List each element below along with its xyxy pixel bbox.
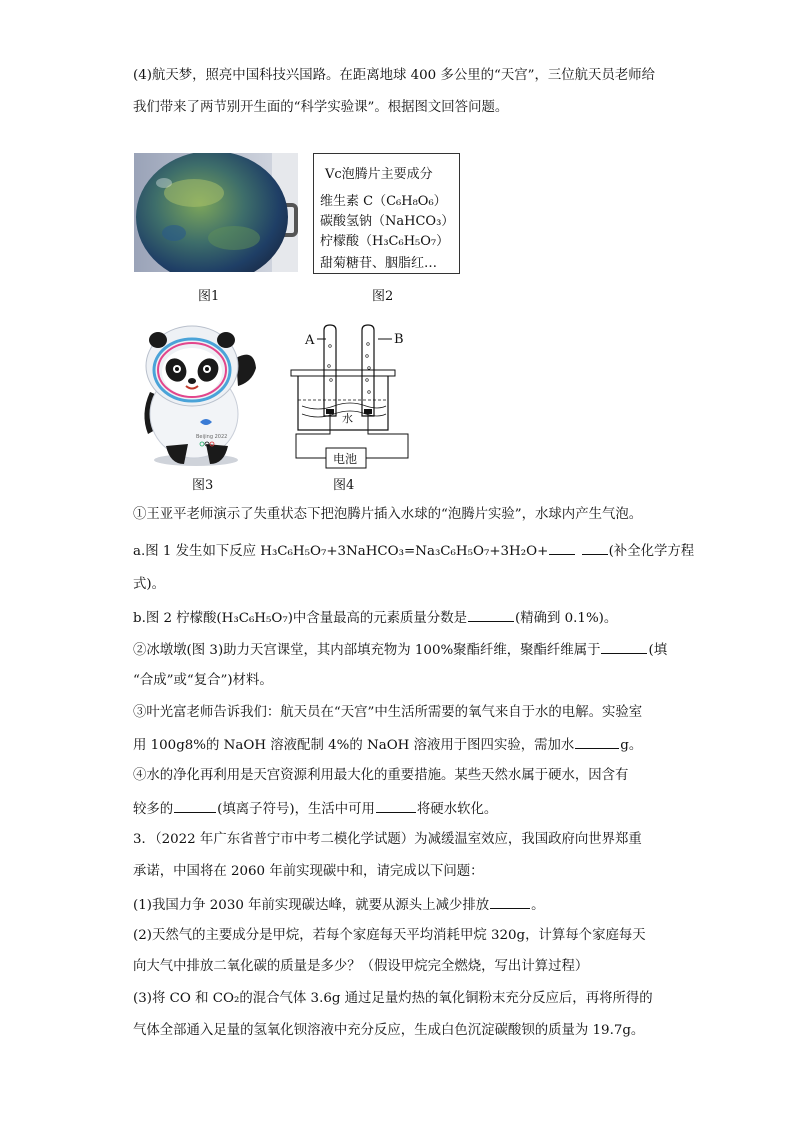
q3-sub2-line2: 向大气中排放二氧化碳的质量是多少？（假设甲烷完全燃烧，写出计算过程）: [133, 959, 589, 974]
panda-mascot-image: [132, 318, 260, 468]
answer-blank-a2[interactable]: [582, 540, 608, 555]
answer-blank-q3-1[interactable]: [490, 894, 530, 909]
q3-line1: 3．（2022 年广东省普宁市中考二模化学试题）为减缓温室效应，我国政府向世界郑重: [133, 832, 642, 847]
q3-sub3-line1: (3)将 CO 和 CO₂的混合气体 3.6g 通过足量灼热的氧化铜粉末充分反应后，再将所得的: [133, 991, 653, 1006]
water-ball-image: [134, 153, 298, 272]
figure-2-ingredient-box: [313, 153, 460, 274]
item-3-suffix: g。: [620, 738, 643, 753]
figure-2-caption: 图2: [372, 289, 394, 304]
q3-sub3-line2: 气体全部通入足量的氢氧化钡溶液中充分反应，生成白色沉淀碳酸钡的质量为 19.7g。: [133, 1023, 645, 1038]
item-2: [133, 639, 668, 661]
tube-label-b: B: [394, 332, 404, 347]
ingredient-row-vitamin-c: 维生素 C（C₆H₈O₆）: [320, 194, 447, 209]
answer-blank-4b[interactable]: [376, 798, 416, 813]
q3-line2: 承诺，中国将在 2060 年前实现碳中和，请完成以下问题：: [133, 864, 484, 879]
item-3-text: 用 100g8%的 NaOH 溶液配制 4%的 NaOH 溶液用于图四实验，需加水: [133, 738, 575, 753]
item-4-text: 较多的: [133, 802, 174, 817]
svg-text:Beijing 2022: Beijing 2022: [196, 434, 228, 440]
item-3-line2: [133, 734, 668, 756]
q3-sub1-text: (1)我国力争 2030 年前实现碳达峰，就要从源头上减少排放: [133, 898, 490, 913]
figure-3-caption: 图3: [192, 478, 214, 493]
item-b-suffix: (精确到 0.1%)。: [515, 611, 618, 626]
water-label: 水: [342, 412, 353, 425]
item-1: ①王亚平老师演示了失重状态下把泡腾片插入水球的“泡腾片实验”，水球内产生气泡。: [133, 507, 643, 522]
electrolysis-apparatus-image: [288, 322, 418, 472]
item-a-suffix: (补全化学方程: [608, 544, 695, 559]
ingredient-row-nahco3: 碳酸氢钠（NaHCO₃）: [320, 214, 455, 229]
item-4-line1: ④水的净化再利用是天宫资源利用最大化的重要措施。某些天然水属于硬水，因含有: [133, 768, 629, 783]
q3-sub1: [133, 894, 668, 916]
figure-1-water-ball: [134, 153, 298, 272]
q4-line1: (4)航天梦，照亮中国科技兴国路。在距离地球 400 多公里的“天宫”，三位航天员老师给: [133, 68, 656, 83]
answer-blank-a1[interactable]: [549, 540, 575, 555]
item-a-text: a.图 1 发生如下反应 H₃C₆H₅O₇+3NaHCO₃=Na₃C₆H₅O₇+3H₂O+: [133, 544, 549, 559]
item-a-line2: 式)。: [133, 577, 166, 592]
item-b: [133, 607, 668, 629]
item-4-suffix: 将硬水软化。: [416, 802, 498, 817]
answer-blank-2[interactable]: [601, 639, 647, 654]
ingredient-title: Vc泡腾片主要成分: [325, 167, 433, 182]
ingredient-row-citric-acid: 柠檬酸（H₃C₆H₅O₇）: [320, 234, 450, 249]
ingredient-row-others: 甜菊糖苷、胭脂红…: [320, 256, 438, 271]
item-3-line1: ③叶光富老师告诉我们：航天员在“天宫”中生活所需要的氧气来自于水的电解。实验室: [133, 705, 643, 720]
q4-line2: 我们带来了两节别开生面的“科学实验课”。根据图文回答问题。: [133, 100, 509, 115]
q3-sub2-line1: (2)天然气的主要成分是甲烷，若每个家庭每天平均消耗甲烷 320g，计算每个家庭每天: [133, 928, 646, 943]
item-2-suffix: (填: [648, 643, 668, 658]
figure-4-caption: 图4: [333, 478, 355, 493]
item-a: [133, 540, 695, 562]
item-b-text: b.图 2 柠檬酸(H₃C₆H₅O₇)中含量最高的元素质量分数是: [133, 611, 467, 626]
answer-blank-3[interactable]: [575, 734, 619, 749]
answer-blank-b[interactable]: [468, 607, 514, 622]
item-2-line2: “合成”或“复合”)材料。: [133, 673, 273, 688]
q3-sub1-suffix: 。: [531, 898, 545, 913]
figure-3-mascot: [132, 318, 260, 468]
item-4-mid: (填离子符号)，生活中可用: [217, 802, 375, 817]
figure-1-caption: 图1: [198, 289, 220, 304]
figure-4-electrolysis: [288, 322, 418, 472]
item-4-line2: [133, 798, 668, 820]
tube-label-a: A: [305, 333, 315, 348]
item-2-text: ②冰墩墩(图 3)助力天宫课堂，其内部填充物为 100%聚酯纤维，聚酯纤维属于: [133, 643, 601, 658]
battery-label: 电池: [333, 452, 358, 466]
answer-blank-4a[interactable]: [174, 798, 216, 813]
